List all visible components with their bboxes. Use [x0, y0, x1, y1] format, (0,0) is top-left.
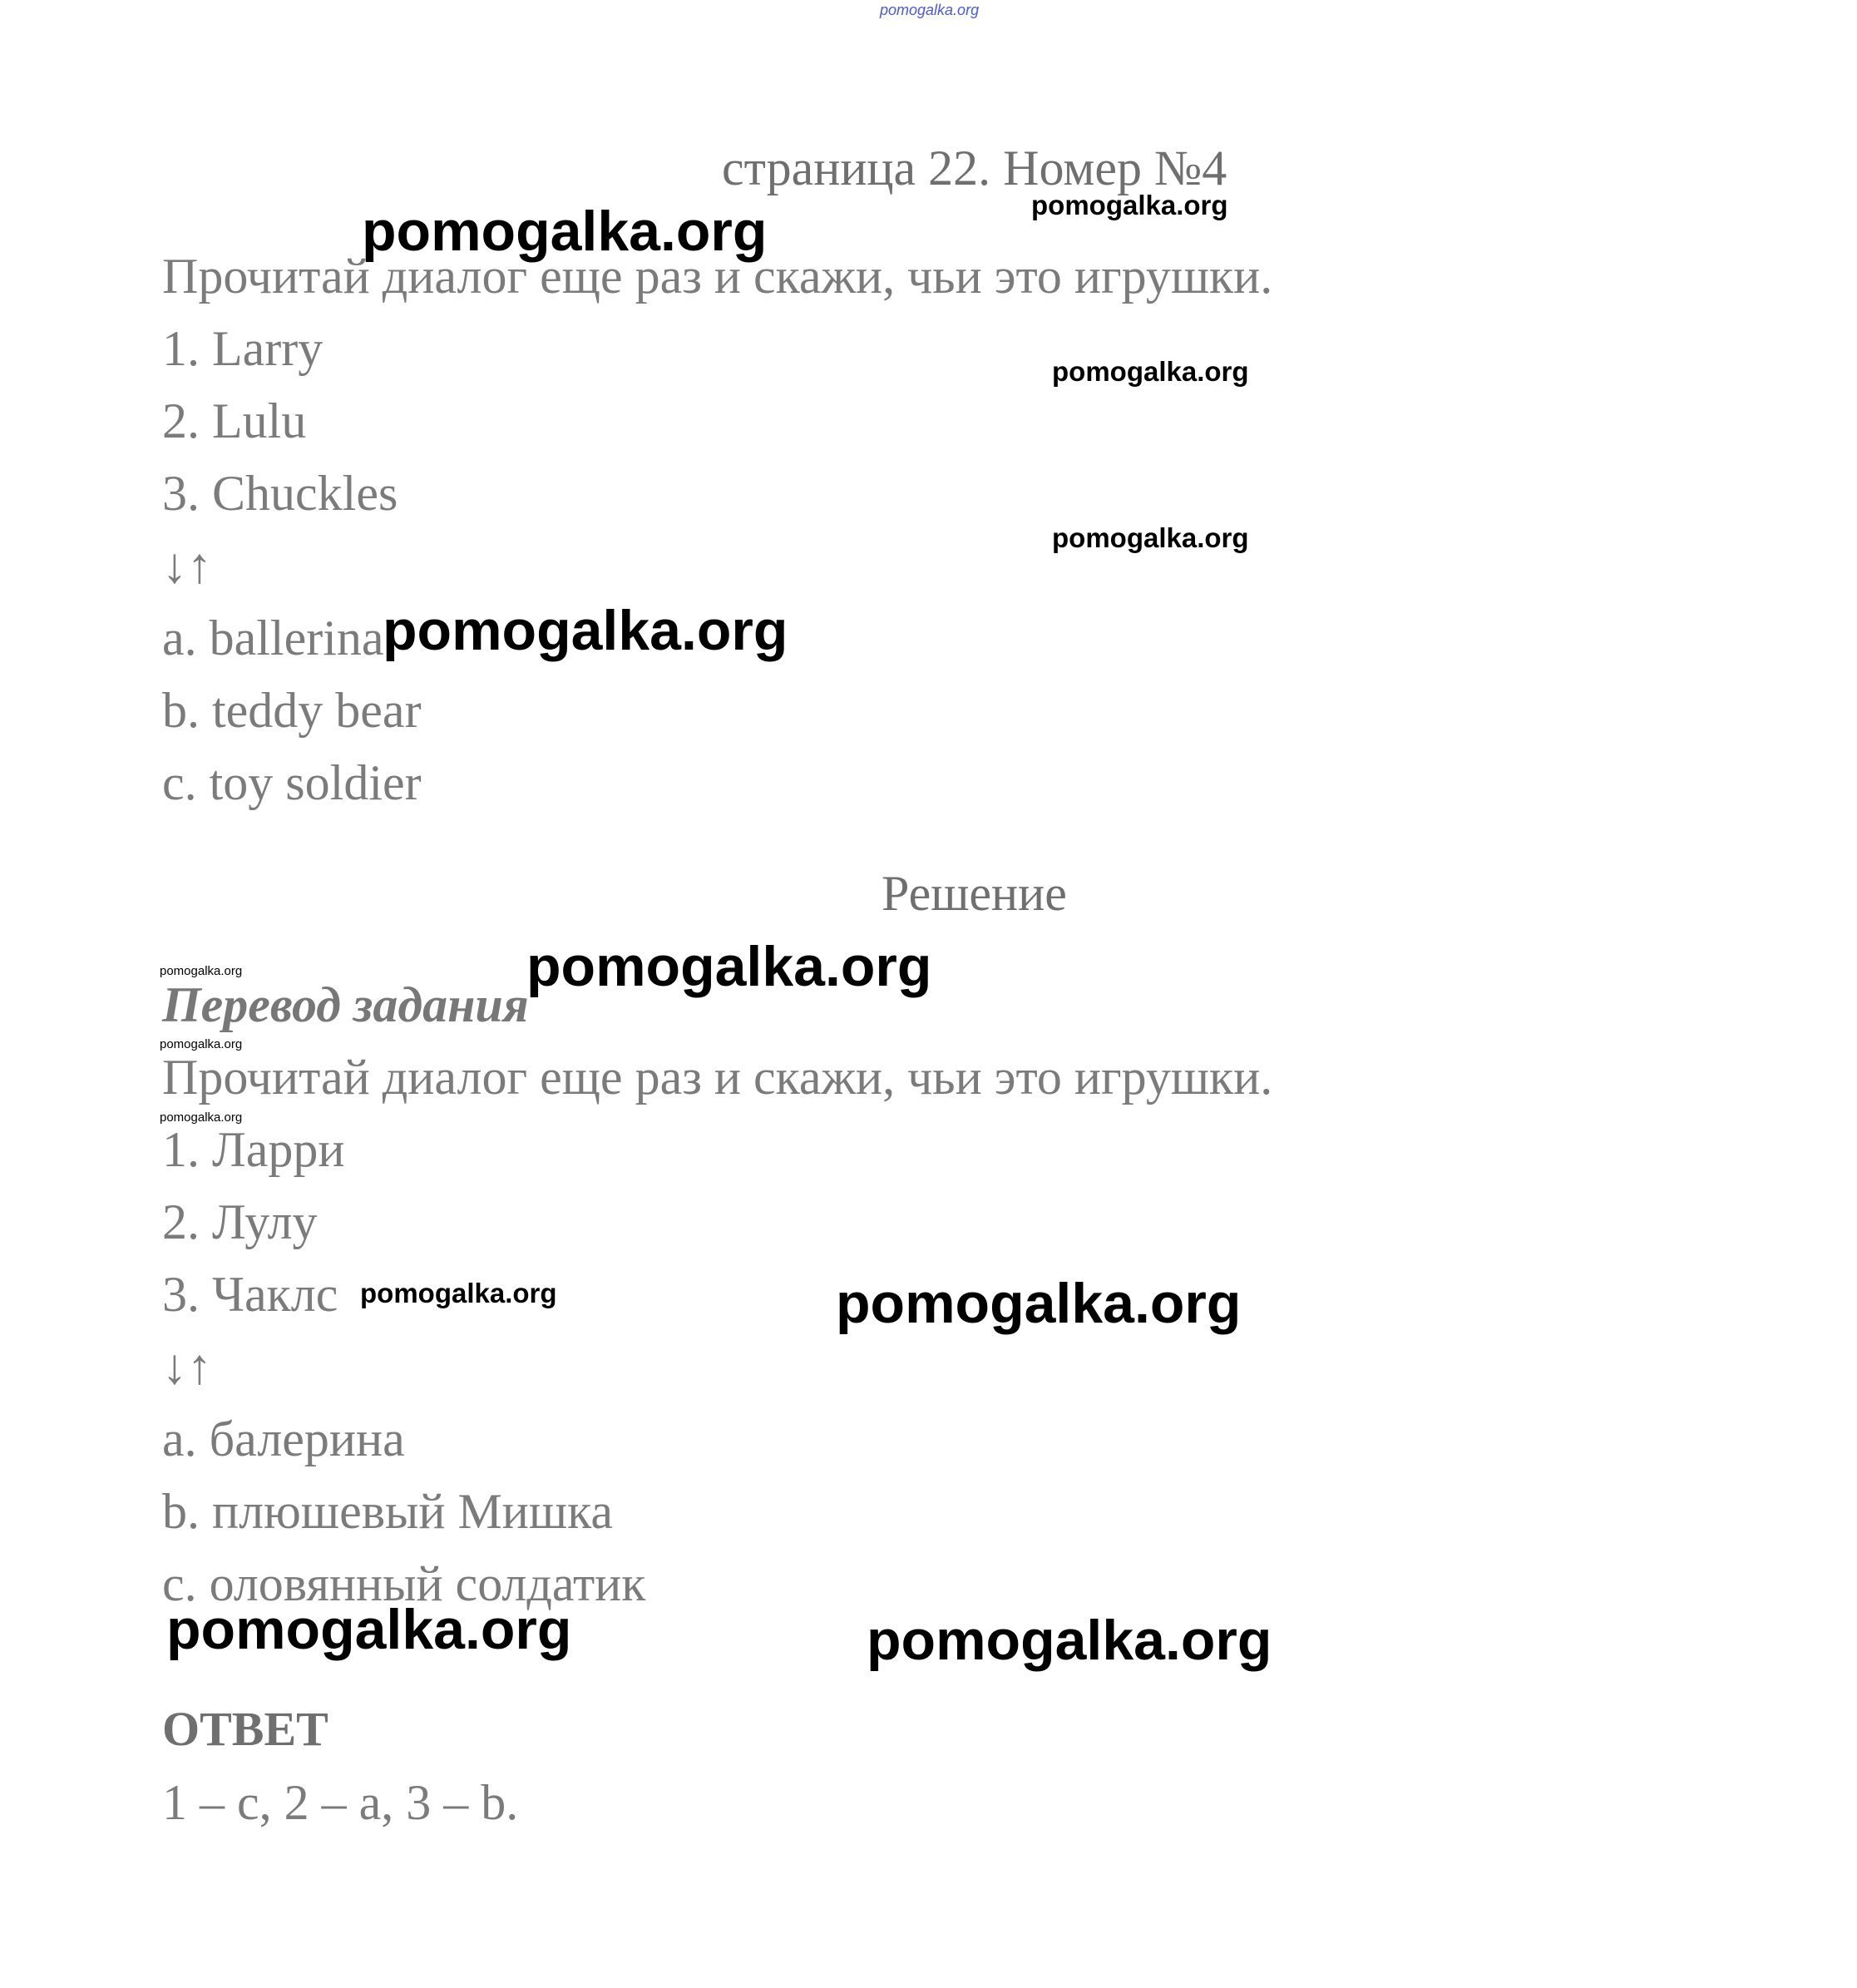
translation-item-1: 1. Ларри — [162, 1122, 345, 1177]
watermark: pomogalka.org — [383, 599, 788, 662]
watermark: pomogalka.org — [526, 935, 932, 998]
task-item-2: 2. Lulu — [162, 393, 307, 448]
top-watermark: pomogalka.org — [880, 2, 980, 18]
page-title: страница 22. Номер №4 — [722, 141, 1227, 195]
answer-text: 1 – c, 2 – a, 3 – b. — [162, 1775, 519, 1830]
solution-heading: Решение — [882, 866, 1067, 921]
translation-item-2: 2. Лулу — [162, 1194, 318, 1249]
task-item-3: 3. Chuckles — [162, 466, 398, 521]
watermark: pomogalka.org — [362, 200, 768, 263]
watermark: pomogalka.org — [166, 1598, 572, 1661]
watermark: pomogalka.org — [1052, 522, 1249, 553]
watermark: pomogalka.org — [1052, 356, 1249, 387]
watermark: pomogalka.org — [160, 964, 243, 978]
translation-arrows: ↓↑ — [162, 1339, 212, 1394]
watermark: pomogalka.org — [160, 1037, 243, 1051]
watermark: pomogalka.org — [360, 1278, 557, 1308]
task-arrows: ↓↑ — [162, 538, 212, 593]
task-option-b: b. teddy bear — [162, 683, 422, 738]
translation-item-3: 3. Чаклс — [162, 1267, 338, 1322]
task-option-c: c. toy soldier — [162, 755, 422, 810]
task-item-1: 1. Larry — [162, 321, 323, 376]
watermark: pomogalka.org — [836, 1272, 1242, 1335]
translation-option-c: c. оловянный солдатик — [162, 1556, 646, 1611]
translation-option-b: b. плюшевый Мишка — [162, 1484, 613, 1539]
watermark: pomogalka.org — [160, 1110, 243, 1125]
task-option-a: a. ballerina — [162, 611, 384, 665]
watermark: pomogalka.org — [867, 1609, 1272, 1672]
translation-heading: Перевод задания — [162, 977, 529, 1032]
translation-option-a: a. балерина — [162, 1412, 405, 1466]
translation-instruction: Прочитай диалог еще раз и скажи, чьи это игрушки. — [162, 1050, 1273, 1105]
task-instruction: Прочитай диалог еще раз и скажи, чьи это игрушки. — [162, 249, 1273, 304]
watermark: pomogalka.org — [1031, 190, 1228, 220]
answer-heading: ОТВЕТ — [162, 1702, 328, 1756]
